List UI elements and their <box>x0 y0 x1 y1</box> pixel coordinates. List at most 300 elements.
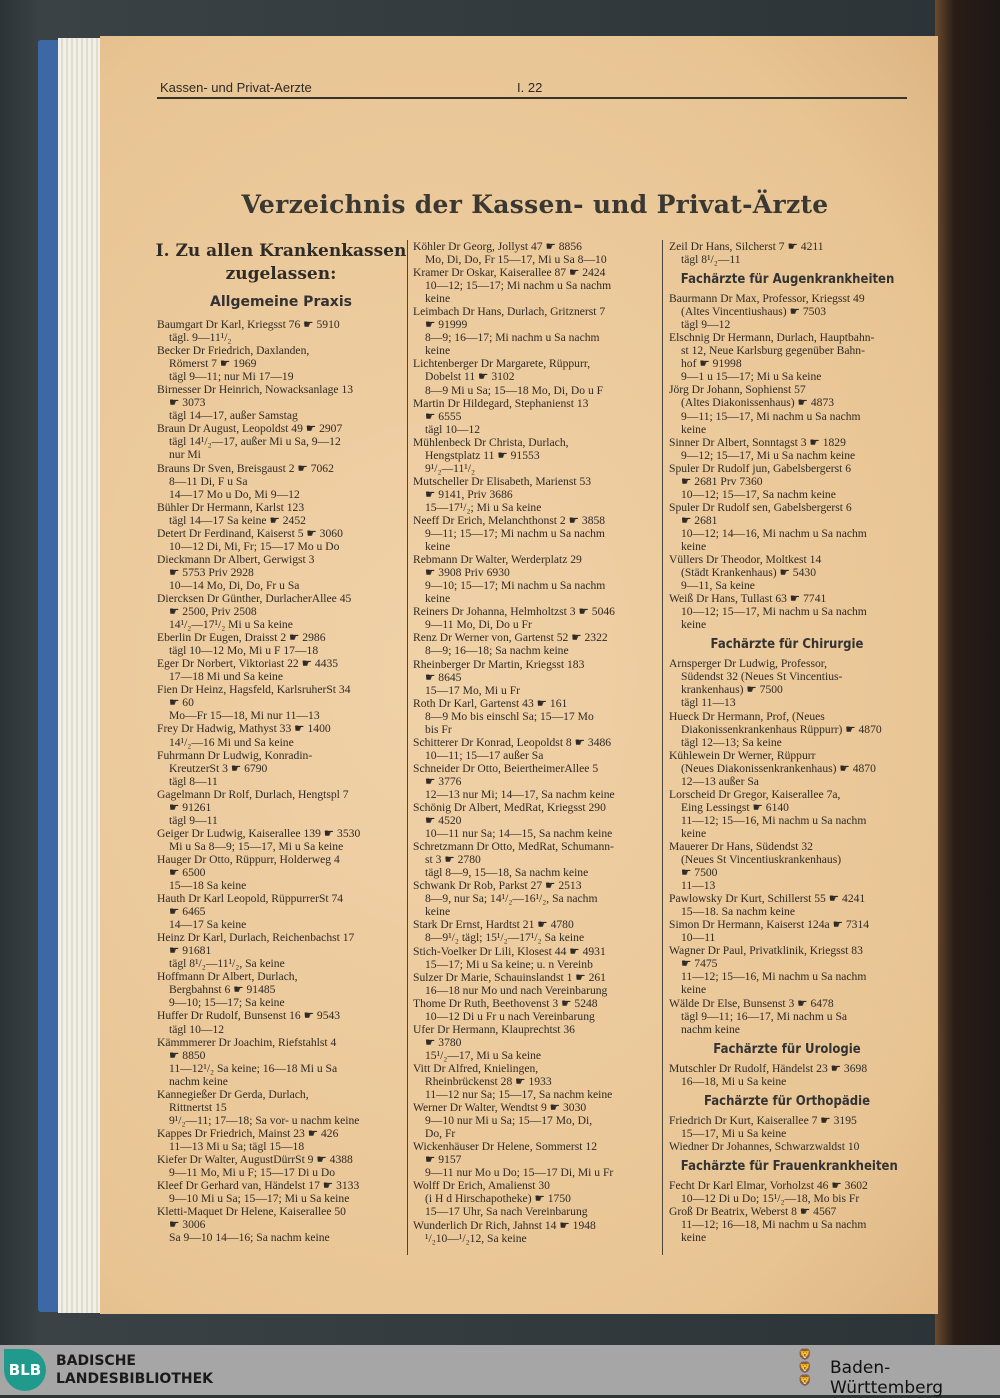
doctor-entry <box>413 1062 659 1101</box>
entry-name-line: Arnsperger Dr Ludwig, Professor, <box>669 657 828 671</box>
entry-detail-line: (Neues St Vincentiuskrankenhaus) <box>681 853 842 867</box>
entry-detail-line: ☛ 5753 Priv 2928 <box>169 565 254 579</box>
entry-detail-line: 11—13 Mi u Sa; tägl 15—18 <box>169 1139 305 1153</box>
doctor-entry <box>669 1114 905 1140</box>
entry-name-line: Schretzmann Dr Otto, MedRat, Schumann- <box>413 840 614 854</box>
entry-name-line: Birnesser Dr Heinrich, Nowacksanlage 13 <box>157 383 354 397</box>
entry-detail-line: 10—12 Di, Mi, Fr; 15—17 Mo u Do <box>169 539 340 553</box>
entry-detail-line: ☛ 3006 <box>169 1218 206 1232</box>
entry-detail-line: 8—9; 16—17; Mi nachm u Sa nachm <box>425 331 600 345</box>
entry-detail-line: 11—12¹/₂ Sa keine; 16—18 Mi u Sa <box>169 1061 338 1075</box>
entry-detail-line: ☛ 60 <box>169 696 194 710</box>
section-heading-line: zugelassen: <box>225 264 337 284</box>
entry-detail-line: 10—12; 14—16, Mi nachm u Sa nachm <box>681 526 867 540</box>
doctor-entry <box>413 918 659 944</box>
entry-name-line: Detert Dr Ferdinand, Kaiserst 5 ☛ 3060 <box>157 526 343 540</box>
specialty-heading: Fachärzte für Frauenkrankheiten <box>680 1158 898 1174</box>
entry-name-line: Neeff Dr Erich, Melanchthonst 2 ☛ 3858 <box>413 513 606 527</box>
entry-detail-line: Hengstplatz 11 ☛ 91553 <box>425 448 540 462</box>
entry-name-line: Pawlowsky Dr Kurt, Schillerst 55 ☛ 4241 <box>669 892 866 906</box>
column-1 <box>157 318 405 1244</box>
doctor-entry <box>157 657 405 683</box>
entry-detail-line: ☛ 9157 <box>425 1153 462 1167</box>
entry-name-line: Mutschler Dr Rudolf, Händelst 23 ☛ 3698 <box>669 1061 868 1075</box>
entry-name-line: Stich-Voelker Dr Lili, Klosest 44 ☛ 4931 <box>413 944 606 958</box>
entry-name-line: Geiger Dr Ludwig, Kaiserallee 139 ☛ 3530 <box>157 826 361 840</box>
entry-detail-line: tägl 8—9, 15—18, Sa nachm keine <box>425 866 589 880</box>
doctor-entry <box>413 1140 659 1179</box>
entry-detail-line: Südendst 32 (Neues St Vincentius- <box>681 670 843 684</box>
entry-detail-line: Eing Lessingst ☛ 6140 <box>681 800 789 814</box>
doctor-entry <box>669 892 905 918</box>
entry-detail-line: st 3 ☛ 2780 <box>425 853 481 867</box>
doctor-entry <box>413 658 659 697</box>
header-rule <box>157 97 907 99</box>
doctor-entry <box>157 892 405 931</box>
entry-detail-line: 9—10 nur Mi u Sa; 15—17 Mo, Di, <box>425 1114 593 1128</box>
doctor-entry <box>413 240 659 266</box>
entry-detail-line: 16—18, Mi u Sa keine <box>681 1074 787 1088</box>
doctor-entry <box>413 840 659 879</box>
entry-name-line: Spuler Dr Rudolf sen, Gabelsbergerst 6 <box>669 500 852 514</box>
entry-detail-line: ☛ 8645 <box>425 670 462 684</box>
entry-detail-line: ☛ 3908 Priv 6930 <box>425 566 510 580</box>
doctor-entry <box>413 762 659 801</box>
entry-name-line: Brauns Dr Sven, Breisgaust 2 ☛ 7062 <box>157 461 334 475</box>
entry-detail-line: 15—18 Sa keine <box>169 879 247 893</box>
entry-name-line: Baurmann Dr Max, Professor, Kriegsst 49 <box>669 292 865 306</box>
doctor-entry <box>157 318 405 344</box>
entry-detail-line: ☛ 4520 <box>425 814 462 828</box>
entry-name-line: Mutscheller Dr Elisabeth, Marienst 53 <box>413 474 592 488</box>
library-name-line: BADISCHE <box>56 1353 136 1369</box>
entry-detail-line: keine <box>681 826 707 840</box>
entry-name-line: Sinner Dr Albert, Sonntagst 3 ☛ 1829 <box>669 435 846 449</box>
doctor-entry <box>157 553 405 592</box>
entry-name-line: Jörg Dr Johann, Sophienst 57 <box>669 383 806 397</box>
entry-name-line: Renz Dr Werner von, Gartenst 52 ☛ 2322 <box>413 631 608 645</box>
entry-name-line: Hueck Dr Hermann, Prof, (Neues <box>669 709 825 723</box>
entry-detail-line: hof ☛ 91998 <box>681 357 742 371</box>
entry-name-line: Weiß Dr Hans, Tullast 63 ☛ 7741 <box>669 592 827 606</box>
entry-detail-line: ☛ 91999 <box>425 318 468 332</box>
entry-detail-line: 14—17 Mo u Do, Mi 9—12 <box>169 487 300 501</box>
entry-name-line: Bühler Dr Hermann, Karlst 123 <box>157 500 305 514</box>
entry-detail-line: ☛ 6465 <box>169 905 206 919</box>
entry-detail-line: nachm keine <box>681 1022 740 1036</box>
entry-detail-line: 9—11 Mo, Di, Do u Fr <box>425 618 532 632</box>
entry-name-line: Thome Dr Ruth, Beethovenst 3 ☛ 5248 <box>413 996 598 1010</box>
entry-detail-line: tägl 8¹/₂—11¹/₂, Sa keine <box>169 957 285 971</box>
section-heading-line: I. Zu allen Krankenkassen <box>155 241 407 261</box>
entry-detail-line: keine <box>681 539 707 553</box>
entry-name-line: Hauger Dr Otto, Rüppurr, Holderweg 4 <box>157 852 340 866</box>
entry-name-line: Lichtenberger Dr Margarete, Rüppurr, <box>413 357 591 371</box>
entry-detail-line: bis Fr <box>425 722 452 736</box>
doctor-entry <box>157 1153 405 1179</box>
entry-detail-line: 9¹/₂—11¹/₂ <box>425 461 476 475</box>
doctor-entry <box>413 266 659 305</box>
entry-detail-line: 17—18 Mi und Sa keine <box>169 670 283 684</box>
entry-detail-line: 11—12; 15—16, Mi nachm u Sa nachm <box>681 970 867 984</box>
entry-detail-line: nachm keine <box>169 1074 228 1088</box>
entry-detail-line: 14¹/₂—16 Mi und Sa keine <box>169 735 294 749</box>
doctor-entry <box>413 475 659 514</box>
library-name-line: LANDESBIBLIOTHEK <box>56 1371 214 1387</box>
specialty-heading: Fachärzte für Urologie <box>713 1041 861 1057</box>
entry-detail-line: ☛ 91261 <box>169 800 212 814</box>
entry-detail-line: keine <box>681 618 707 632</box>
column-3 <box>669 240 905 1244</box>
entry-name-line: Wälde Dr Else, Bunsenst 3 ☛ 6478 <box>669 996 834 1010</box>
entry-detail-line: tägl 14¹/₂—17, außer Mi u Sa, 9—12 <box>169 435 341 449</box>
entry-detail-line: 14—17 Sa keine <box>169 918 247 932</box>
entry-detail-line: keine <box>681 1231 707 1245</box>
entry-detail-line: 11—12; 16—18, Mi nachm u Sa nachm <box>681 1218 867 1232</box>
lions-coat-of-arms-icon: 🦁 🦁 🦁 <box>798 1349 812 1387</box>
doctor-entry <box>157 1088 405 1127</box>
entry-detail-line: 9—1 u 15—17; Mi u Sa keine <box>681 370 822 384</box>
entry-name-line: Baumgart Dr Karl, Kriegsst 76 ☛ 5910 <box>157 318 340 331</box>
doctor-entry <box>157 527 405 553</box>
entry-name-line: Kiefer Dr Walter, AugustDürrSt 9 ☛ 4388 <box>157 1153 353 1166</box>
entry-detail-line: 15—17; Mi u Sa keine; u. n Vereinb <box>425 957 593 971</box>
entry-detail-line: ☛ 7475 <box>681 957 718 971</box>
doctor-entry <box>413 436 659 475</box>
library-name[interactable] <box>56 1352 213 1388</box>
doctor-entry <box>669 918 905 944</box>
entry-detail-line: tägl 9—11 <box>169 813 218 827</box>
doctor-entry <box>157 344 405 383</box>
entry-detail-line: tägl 14—17, außer Samstag <box>169 409 298 423</box>
entry-detail-line: Mi u Sa 8—9; 15—17, Mi u Sa keine <box>169 839 344 853</box>
entry-name-line: Leimbach Dr Hans, Durlach, Gritznerst 7 <box>413 305 606 319</box>
page-number: I. 22 <box>517 80 543 95</box>
entry-detail-line: ☛ 8850 <box>169 1048 206 1062</box>
doctor-entry <box>669 657 905 709</box>
entry-detail-line: Rittnertst 15 <box>169 1100 227 1114</box>
entry-detail-line: ☛ 3073 <box>169 396 206 410</box>
doctor-entry <box>669 749 905 788</box>
entry-detail-line: tägl 8¹/₂—11 <box>681 253 741 267</box>
entry-detail-line: Bergbahnst 6 ☛ 91485 <box>169 983 276 997</box>
entry-name-line: Elschnig Dr Hermann, Durlach, Hauptbahn- <box>669 331 875 345</box>
entry-detail-line: ☛ 6555 <box>425 409 462 423</box>
entry-detail-line: ☛ 2500, Priv 2508 <box>169 605 257 619</box>
running-header: Kassen- und Privat-Aerzte <box>160 80 312 95</box>
entry-name-line: Gagelmann Dr Rolf, Durlach, Hengtspl 7 <box>157 787 349 801</box>
entry-detail-line: (Altes Vincentiushaus) ☛ 7503 <box>681 305 827 319</box>
doctor-entry <box>669 1205 905 1244</box>
doctor-entry <box>413 697 659 736</box>
entry-detail-line: 9—10; 15—17; Mi nachm u Sa nachm <box>425 579 606 593</box>
entry-detail-line: keine <box>681 983 707 997</box>
entry-detail-line: st 12, Neue Karlsburg gegenüber Bahn- <box>681 344 865 358</box>
doctor-entry <box>157 1009 405 1035</box>
doctor-entry <box>157 631 405 657</box>
entry-name-line: Kannegießer Dr Gerda, Durlach, <box>157 1087 309 1101</box>
entry-detail-line: 9—11 nur Mo u Do; 15—17 Di, Mi u Fr <box>425 1166 614 1180</box>
entry-detail-line: 15—18. Sa nachm keine <box>681 905 795 919</box>
entry-name-line: Stark Dr Ernst, Hardtst 21 ☛ 4780 <box>413 918 574 932</box>
entry-detail-line: keine <box>425 905 451 919</box>
entry-name-line: Schneider Dr Otto, BeiertheimerAllee 5 <box>413 761 599 775</box>
entry-detail-line: tägl 10—12 <box>169 1022 225 1036</box>
entry-name-line: Eberlin Dr Eugen, Draisst 2 ☛ 2986 <box>157 631 326 645</box>
entry-detail-line: Diakonissenkrankenhaus Rüppurr) ☛ 4870 <box>681 722 882 736</box>
entry-name-line: Wickenhäuser Dr Helene, Sommerst 12 <box>413 1140 598 1154</box>
state-name[interactable]: Baden-Württemberg <box>830 1358 944 1398</box>
entry-name-line: Zeil Dr Hans, Silcherst 7 ☛ 4211 <box>669 240 824 253</box>
entry-detail-line: (Altes Diakonissenhaus) ☛ 4873 <box>681 396 835 410</box>
doctor-entry <box>413 553 659 605</box>
entry-name-line: Hauth Dr Karl Leopold, RüppurrerSt 74 <box>157 892 344 906</box>
entry-detail-line: keine <box>425 592 451 606</box>
entry-detail-line: nur Mi <box>169 448 201 462</box>
entry-detail-line: 11—12 nur Sa; 15—17, Sa nachm keine <box>425 1088 613 1102</box>
column-2 <box>413 240 659 1245</box>
entry-detail-line: tägl 8—11 <box>169 774 218 788</box>
entry-detail-line: 10—11 <box>681 931 716 945</box>
entry-name-line: Lorscheid Dr Gregor, Kaiserallee 7a, <box>669 787 841 801</box>
doctor-entry <box>669 840 905 892</box>
entry-detail-line: ☛ 3776 <box>425 774 462 788</box>
doctor-entry <box>413 397 659 436</box>
entry-detail-line: tägl 10—12 <box>425 422 481 436</box>
entry-detail-line: 15—17, Mi u Sa keine <box>681 1126 787 1140</box>
section-heading <box>155 240 407 286</box>
doctor-entry <box>157 931 405 970</box>
entry-detail-line: (i H d Hirschapotheke) ☛ 1750 <box>425 1192 571 1206</box>
entry-detail-line: 9—12; 15—17, Mi u Sa nachm keine <box>681 448 856 462</box>
page-title: Verzeichnis der Kassen- und Privat-Ärzte <box>241 190 829 219</box>
entry-detail-line: 8—9; 16—18; Sa nachm keine <box>425 644 569 658</box>
doctor-entry <box>157 788 405 827</box>
specialty-heading: Fachärzte für Augenkrankheiten <box>680 272 895 288</box>
entry-detail-line: (Städt Krankenhaus) ☛ 5430 <box>681 566 816 580</box>
entry-detail-line: ☛ 6500 <box>169 865 206 879</box>
entry-name-line: Kühlewein Dr Werner, Rüppurr <box>669 748 816 762</box>
entry-detail-line: tägl 9—12 <box>681 318 731 332</box>
doctor-entry <box>669 292 905 331</box>
entry-name-line: Fien Dr Heinz, Hagsfeld, KarlsruherSt 34 <box>157 683 351 697</box>
entry-detail-line: tägl 10—12 Mo, Mi u F 17—18 <box>169 644 319 658</box>
doctor-entry <box>413 631 659 657</box>
entry-detail-line: (Neues Diakonissenkrankenhaus) ☛ 4870 <box>681 761 876 775</box>
doctor-entry <box>413 801 659 840</box>
entry-detail-line: 9—11; 15—17, Mi nachm u Sa nachm <box>681 409 861 423</box>
entry-detail-line: Mo, Di, Do, Fr 15—17, Mi u Sa 8—10 <box>425 253 607 267</box>
book-spine-shadow <box>935 0 1000 1345</box>
doctor-entry <box>413 1101 659 1140</box>
doctor-entry <box>413 971 659 997</box>
doctor-entry <box>669 944 905 996</box>
entry-detail-line: keine <box>425 292 451 306</box>
doctor-entry <box>669 501 905 553</box>
entry-detail-line: Römerst 7 ☛ 1969 <box>169 357 257 371</box>
entry-detail-line: 8—9 Mo bis einschl Sa; 15—17 Mo <box>425 709 594 723</box>
entry-name-line: Rheinberger Dr Martin, Kriegsst 183 <box>413 657 585 671</box>
entry-detail-line: 9—11, Sa keine <box>681 579 755 593</box>
doctor-entry <box>413 514 659 553</box>
entry-name-line: Huffer Dr Rudolf, Bunsenst 16 ☛ 9543 <box>157 1009 341 1023</box>
entry-detail-line: ☛ 2681 <box>681 513 718 527</box>
doctor-entry <box>669 553 905 592</box>
doctor-entry <box>413 305 659 357</box>
entry-name-line: Becker Dr Friedrich, Daxlanden, <box>157 344 310 358</box>
entry-detail-line: 15—17 Uhr, Sa nach Vereinbarung <box>425 1205 588 1219</box>
entry-name-line: Spuler Dr Rudolf jun, Gabelsbergerst 6 <box>669 461 852 475</box>
entry-name-line: Frey Dr Hadwig, Mathyst 33 ☛ 1400 <box>157 722 331 736</box>
entry-detail-line: 16—18 nur Mo und nach Vereinbarung <box>425 983 608 997</box>
column-divider <box>662 240 663 1255</box>
doctor-entry <box>669 788 905 840</box>
doctor-entry <box>413 997 659 1023</box>
entry-detail-line: 10—12 Di u Do; 15¹/₂—18, Mo bis Fr <box>681 1191 860 1205</box>
doctor-entry <box>669 436 905 462</box>
entry-name-line: Fuhrmann Dr Ludwig, Konradin- <box>157 748 313 762</box>
entry-detail-line: 14¹/₂—17¹/₂ Mi u Sa keine <box>169 618 293 632</box>
entry-detail-line: tägl 14—17 Sa keine ☛ 2452 <box>169 513 306 527</box>
doctor-entry <box>669 1140 905 1153</box>
entry-name-line: Schönig Dr Albert, MedRat, Kriegsst 290 <box>413 801 606 815</box>
doctor-entry <box>669 1062 905 1088</box>
entry-name-line: Wunderlich Dr Rich, Jahnst 14 ☛ 1948 <box>413 1218 596 1232</box>
entry-name-line: Wagner Dr Paul, Privatklinik, Kriegsst 83 <box>669 944 863 958</box>
entry-detail-line: 11—13 <box>681 879 716 893</box>
entry-name-line: Kleef Dr Gerhard van, Händelst 17 ☛ 3133 <box>157 1179 360 1193</box>
doctor-entry <box>413 945 659 971</box>
entry-name-line: Rebmann Dr Walter, Werderplatz 29 <box>413 553 582 567</box>
entry-detail-line: Mo—Fr 15—18, Mi nur 11—13 <box>169 709 320 723</box>
doctor-entry <box>157 853 405 892</box>
entry-detail-line: tägl 11—13 <box>681 696 736 710</box>
entry-detail-line: keine <box>681 422 707 436</box>
entry-detail-line: ☛ 2681 Prv 7360 <box>681 474 763 488</box>
entry-name-line: Wolff Dr Erich, Amalienst 30 <box>413 1179 550 1193</box>
entry-detail-line: tägl 12—13; Sa keine <box>681 735 782 749</box>
doctor-entry <box>669 331 905 383</box>
entry-name-line: Braun Dr August, Leopoldst 49 ☛ 2907 <box>157 422 343 436</box>
specialty-heading: Fachärzte für Orthopädie <box>703 1093 871 1109</box>
entry-detail-line: ☛ 7500 <box>681 866 718 880</box>
entry-name-line: Ufer Dr Hermann, Klauprechtst 36 <box>413 1022 575 1036</box>
entry-detail-line: KreutzerSt 3 ☛ 6790 <box>169 761 268 775</box>
doctor-entry <box>157 1205 405 1244</box>
doctor-entry <box>413 879 659 918</box>
entry-detail-line: Do, Fr <box>425 1127 456 1141</box>
entry-detail-line: tägl 9—11; nur Mi 17—19 <box>169 370 294 384</box>
doctor-entry <box>157 462 405 501</box>
entry-name-line: Groß Dr Beatrix, Weberst 8 ☛ 4567 <box>669 1205 837 1218</box>
subsection-heading: Allgemeine Praxis <box>210 294 352 310</box>
entry-detail-line: Sa 9—10 14—16; Sa nachm keine <box>169 1231 330 1245</box>
entry-detail-line: 12—13 nur Mi; 14—17, Sa nachm keine <box>425 787 615 801</box>
doctor-entry <box>157 1179 405 1205</box>
entry-name-line: Simon Dr Hermann, Kaiserst 124a ☛ 7314 <box>669 918 870 932</box>
entry-detail-line: 15—17 Mo, Mi u Fr <box>425 683 521 697</box>
entry-name-line: Kletti-Maquet Dr Helene, Kaiserallee 50 <box>157 1205 346 1219</box>
entry-detail-line: 8—9, nur Sa; 14¹/₂—16¹/₂, Sa nachm <box>425 892 598 906</box>
entry-detail-line: Dobelst 11 ☛ 3102 <box>425 370 515 384</box>
entry-detail-line: 8—11 Di, F u Sa <box>169 474 248 488</box>
entry-detail-line: 10—12; 15—17; Mi nachm u Sa nachm <box>425 279 612 293</box>
doctor-entry <box>413 736 659 762</box>
specialty-heading: Fachärzte für Chirurgie <box>710 637 864 653</box>
entry-name-line: Kämmmerer Dr Joachim, Riefstahlst 4 <box>157 1035 337 1049</box>
doctor-entry <box>669 1179 905 1205</box>
doctor-entry <box>669 710 905 749</box>
doctor-entry <box>157 592 405 631</box>
entry-name-line: Martin Dr Hildegard, Stephanienst 13 <box>413 396 589 410</box>
entry-name-line: Kramer Dr Oskar, Kaiserallee 87 ☛ 2424 <box>413 266 606 280</box>
blb-logo[interactable]: BLB <box>4 1349 46 1391</box>
doctor-entry <box>669 997 905 1036</box>
entry-detail-line: keine <box>425 344 451 358</box>
entry-detail-line: 10—12 Di u Fr u nach Vereinbarung <box>425 1009 595 1023</box>
entry-detail-line: 10—11; 15—17 außer Sa <box>425 748 544 762</box>
entry-detail-line: ☛ 3780 <box>425 1035 462 1049</box>
column-divider <box>407 240 408 1255</box>
doctor-entry <box>413 1023 659 1062</box>
entry-detail-line: ☛ 91681 <box>169 944 212 958</box>
entry-detail-line: 10—12; 15—17, Sa nachm keine <box>681 487 836 501</box>
doctor-entry <box>157 1127 405 1153</box>
entry-name-line: Friedrich Dr Kurt, Kaiserallee 7 ☛ 3195 <box>669 1113 857 1127</box>
entry-name-line: Werner Dr Walter, Wendtst 9 ☛ 3030 <box>413 1101 587 1115</box>
entry-detail-line: tägl 9—11; 16—17, Mi nachm u Sa <box>681 1009 848 1023</box>
entry-detail-line: 10—12; 15—17, Mi nachm u Sa nachm <box>681 605 867 619</box>
doctor-entry <box>413 357 659 396</box>
entry-detail-line: 10—14 Mo, Di, Do, Fr u Sa <box>169 578 300 592</box>
doctor-entry <box>669 383 905 435</box>
entry-name-line: Heinz Dr Karl, Durlach, Reichenbachst 17 <box>157 931 355 945</box>
entry-detail-line: keine <box>425 540 451 554</box>
doctor-entry <box>669 240 905 266</box>
entry-detail-line: ¹/₂10—¹/₂12, Sa keine <box>425 1231 527 1245</box>
entry-name-line: Diercksen Dr Günther, DurlacherAllee 45 <box>157 591 352 605</box>
entry-detail-line: 8—9¹/₂ tägl; 15¹/₂—17¹/₂ Sa keine <box>425 931 585 945</box>
book-cover-edge <box>38 40 60 1312</box>
doctor-entry <box>157 827 405 853</box>
entry-name-line: Schwank Dr Rob, Parkst 27 ☛ 2513 <box>413 879 582 893</box>
entry-name-line: Mauerer Dr Hans, Südendst 32 <box>669 839 813 853</box>
doctor-entry <box>157 1036 405 1088</box>
entry-name-line: Vitt Dr Alfred, Knielingen, <box>413 1061 539 1075</box>
entry-detail-line: 8—9 Mi u Sa; 15—18 Mo, Di, Do u F <box>425 383 604 397</box>
entry-name-line: Sulzer Dr Marie, Schauinslandst 1 ☛ 261 <box>413 970 606 984</box>
entry-detail-line: 9—11; 15—17; Mi nachm u Sa nachm <box>425 527 605 541</box>
entry-detail-line: 9—10; 15—17; Sa keine <box>169 996 285 1010</box>
entry-name-line: Kappes Dr Friedrich, Mainst 23 ☛ 426 <box>157 1126 339 1140</box>
entry-detail-line: 15—17¹/₂; Mi u Sa keine <box>425 500 542 514</box>
doctor-entry <box>157 749 405 788</box>
doctor-entry <box>157 422 405 461</box>
entry-detail-line: 10—11 nur Sa; 14—15, Sa nachm keine <box>425 827 613 841</box>
doctor-entry <box>413 1179 659 1218</box>
entry-name-line: Mühlenbeck Dr Christa, Durlach, <box>413 435 569 449</box>
entry-name-line: Dieckmann Dr Albert, Gerwigst 3 <box>157 552 315 566</box>
doctor-entry <box>669 462 905 501</box>
entry-detail-line: tägl. 9—11¹/₂ <box>169 331 232 345</box>
entry-name-line: Hoffmann Dr Albert, Durlach, <box>157 970 298 984</box>
doctor-entry <box>157 970 405 1009</box>
entry-name-line: Wiedner Dr Johannes, Schwarzwaldst 10 <box>669 1139 860 1153</box>
entry-name-line: Eger Dr Norbert, Viktoriast 22 ☛ 4435 <box>157 657 339 671</box>
entry-detail-line: 9—10 Mi u Sa; 15—17; Mi u Sa keine <box>169 1192 350 1206</box>
entry-detail-line: 11—12; 15—16, Mi nachm u Sa nachm <box>681 813 867 827</box>
doctor-entry <box>157 683 405 722</box>
